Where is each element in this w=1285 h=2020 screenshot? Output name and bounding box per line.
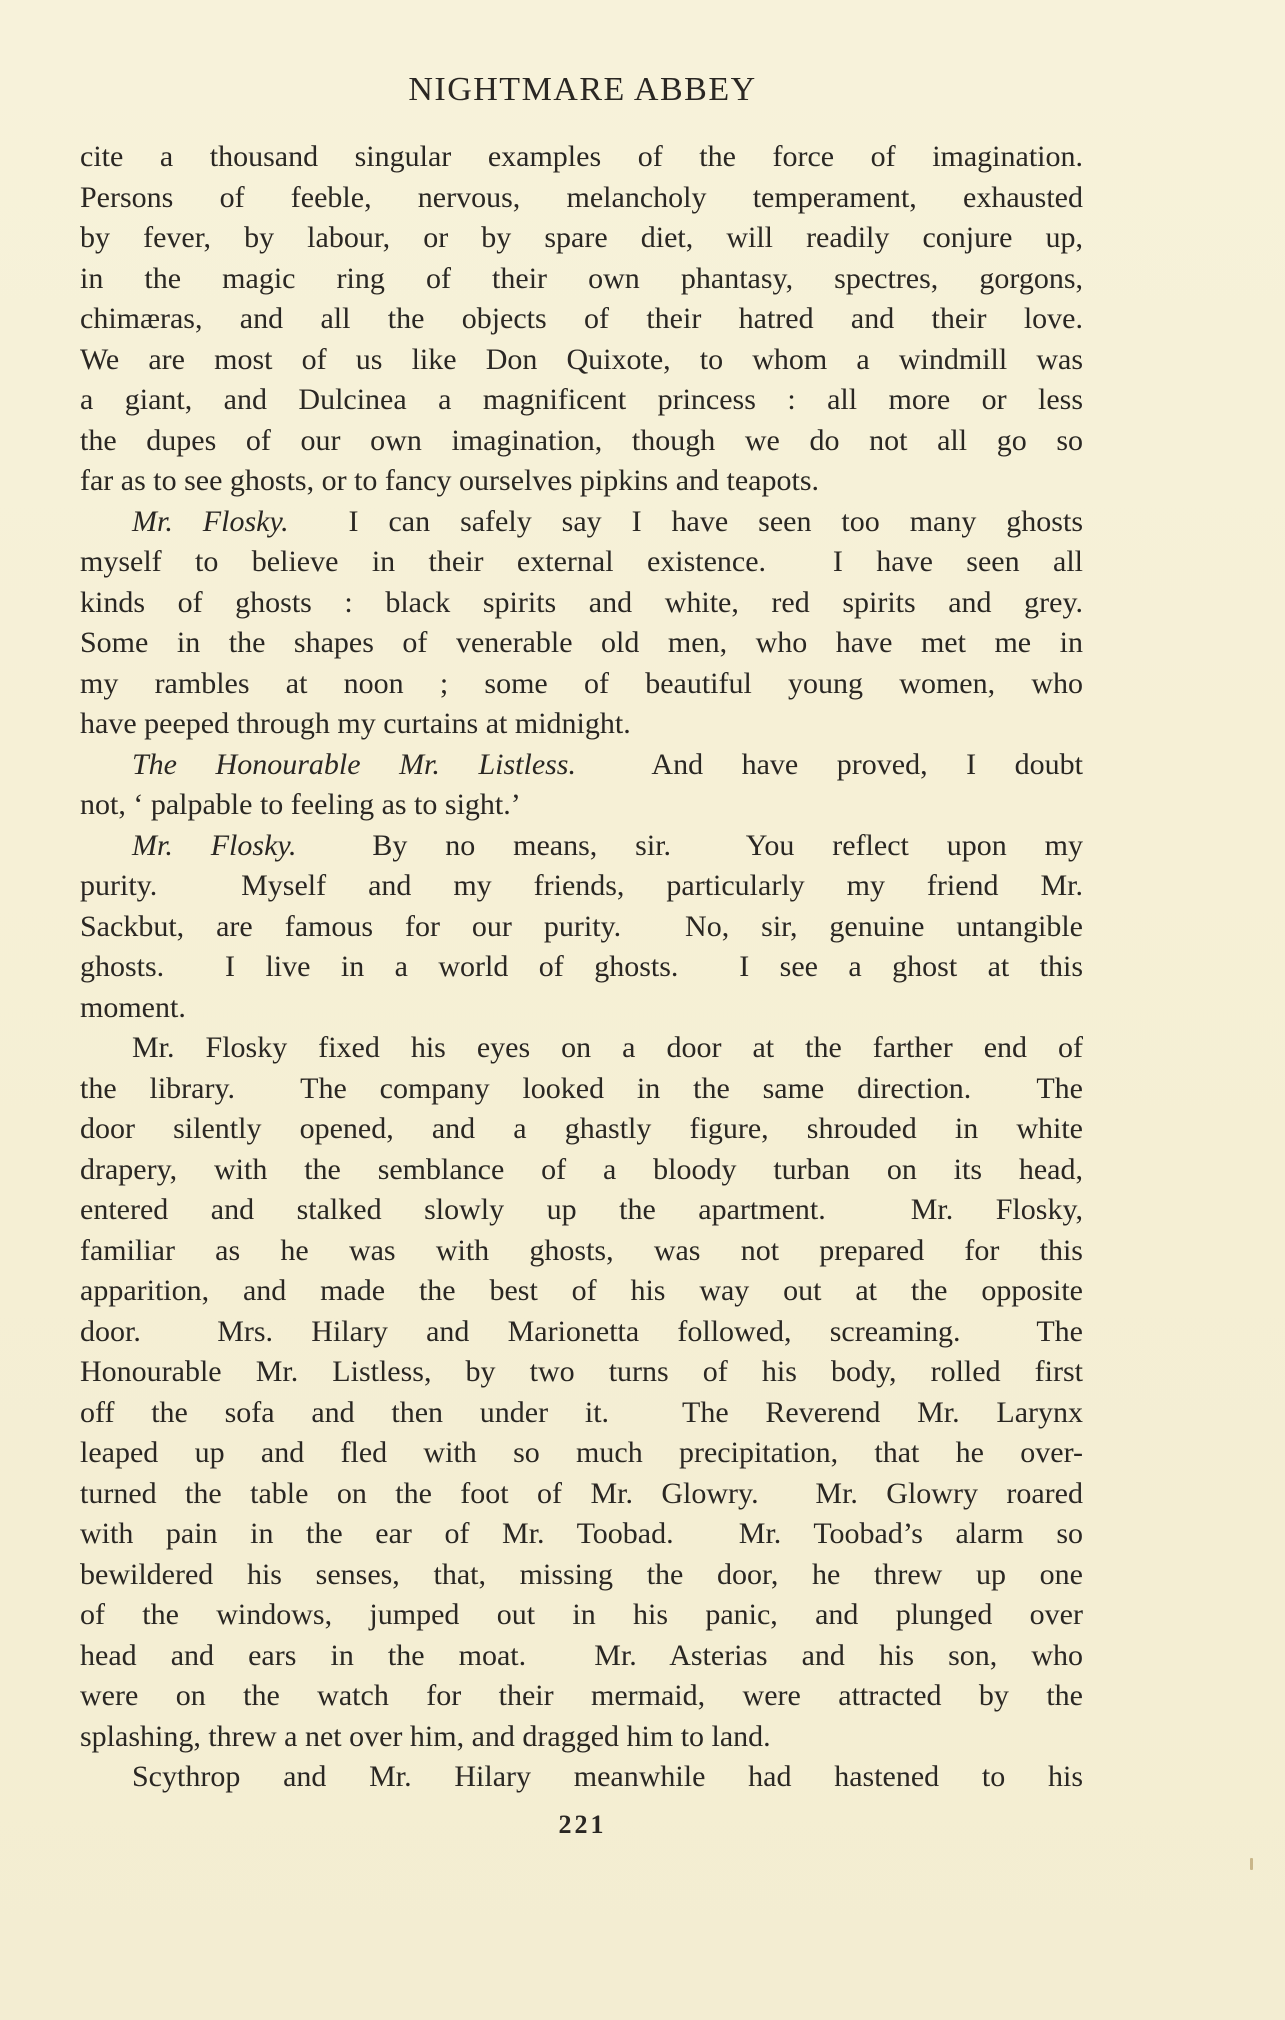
text-line [80,1636,1083,1677]
text-line [80,664,1083,705]
line-text: of the windows, jumped out in his panic, and plunged over [80,1598,1083,1631]
text-line [80,1312,1083,1353]
line-text: a giant, and Dulcinea a magnificent princess : all more or less [80,383,1083,416]
running-head: NIGHTMARE ABBEY [408,71,757,108]
line-text: splashing, threw a net over him, and dragged him to land. [80,1719,771,1753]
text-line [80,704,1083,745]
line-text: off the sofa and then under it. The Reverend Mr. Larynx [80,1395,1083,1429]
line-text: entered and stalked slowly up the apartment. Mr. Flosky, [80,1193,1083,1226]
text-line [80,1595,1083,1636]
line-text: moment. [80,990,186,1024]
body-text [80,137,1083,1798]
text-line [80,502,1083,543]
line-text: turned the table on the foot of Mr. Glowry. Mr. Glowry roared [80,1476,1083,1510]
line-text: drapery, with the semblance of a bloody turban on its head, [80,1152,1083,1186]
text-line [80,1109,1083,1150]
line-text: Honourable Mr. Listless, by two turns of his body, rolled first [80,1355,1083,1388]
text-line [80,1555,1083,1596]
line-text: with pain in the ear of Mr. Toobad. Mr. Toobad’s alarm so [80,1517,1083,1550]
line-text: by fever, by labour, or by spare diet, will readily conjure up, [80,221,1083,254]
text-line [80,340,1083,381]
line-text: chimæras, and all the objects of their hatred and their love. [80,302,1083,335]
text-line [80,259,1083,300]
text-line [80,583,1083,624]
page-edge-mark [1250,1858,1253,1870]
text-line [80,1352,1083,1393]
line-text: Some in the shapes of venerable old men, who have met me in [80,626,1083,659]
line-text: ghosts. I live in a world of ghosts. I see a ghost at this [80,950,1083,983]
speaker-name: Mr. Flosky. [132,504,289,538]
text-line [80,1433,1083,1474]
line-text: kinds of ghosts : black spirits and white, red spirits and grey. [80,585,1083,619]
text-line [80,623,1083,664]
line-text: head and ears in the moat. Mr. Asterias and his son, who [80,1638,1083,1672]
line-text: And have proved, I doubt [575,747,1083,781]
line-text: far as to see ghosts, or to fancy ourselves pipkins and teapots. [80,464,819,497]
speaker-name: The Honourable Mr. Listless. [132,747,576,781]
text-line [80,218,1083,259]
line-text: not, ‘ palpable to feeling as to sight.’ [80,788,521,821]
text-line [80,866,1083,907]
page-number: 221 [558,1810,607,1839]
line-text: purity. Myself and my friends, particularly my friend Mr. [80,869,1083,902]
text-line [80,988,1083,1029]
text-line [80,1514,1083,1555]
text-line [80,1271,1083,1312]
speaker-name: Mr. Flosky. [132,828,297,862]
line-text: were on the watch for their mermaid, were attracted by the [80,1679,1083,1712]
text-line [80,1069,1083,1110]
text-line [80,1393,1083,1434]
text-line [80,380,1083,421]
text-line [80,1028,1083,1069]
text-line [80,1757,1083,1798]
text-line [80,745,1083,786]
line-text: cite a thousand singular examples of the force of imagination. [80,140,1083,173]
text-line [80,785,1083,826]
text-line [80,421,1083,462]
text-line [80,461,1083,502]
text-line [80,299,1083,340]
line-text: door silently opened, and a ghastly figure, shrouded in white [80,1112,1083,1145]
line-text: the dupes of our own imagination, though we do not all go so [80,423,1083,457]
line-text: I can safely say I have seen too many ghosts [288,504,1083,538]
line-text: have peeped through my curtains at midnight. [80,707,631,740]
line-text: door. Mrs. Hilary and Marionetta followed, screaming. The [80,1314,1083,1348]
line-text: Mr. Flosky fixed his eyes on a door at the farther end of [132,1031,1083,1064]
line-text: myself to believe in their external existence. I have seen all [80,545,1083,578]
line-text: the library. The company looked in the same direction. The [80,1071,1083,1105]
line-text: Sackbut, are famous for our purity. No, sir, genuine untangible [80,909,1083,943]
line-text: my rambles at noon ; some of beautiful young women, who [80,666,1083,700]
text-line [80,947,1083,988]
line-text: bewildered his senses, that, missing the door, he threw up one [80,1557,1083,1591]
text-line [80,542,1083,583]
text-line [80,1474,1083,1515]
text-line [80,178,1083,219]
line-text: apparition, and made the best of his way out at the opposite [80,1274,1083,1307]
text-line [80,1717,1083,1758]
text-line [80,826,1083,867]
line-text: Persons of feeble, nervous, melancholy temperament, exhausted [80,180,1083,214]
text-line [80,1190,1083,1231]
line-text: By no means, sir. You reflect upon my [296,828,1083,862]
text-line [80,1231,1083,1272]
text-line [80,1150,1083,1191]
text-line [80,1676,1083,1717]
line-text: Scythrop and Mr. Hilary meanwhile had hastened to his [132,1760,1083,1793]
line-text: in the magic ring of their own phantasy, spectres, gorgons, [80,261,1083,295]
text-line [80,137,1083,178]
line-text: leaped up and fled with so much precipitation, that he over- [80,1436,1083,1469]
text-line [80,907,1083,948]
line-text: familiar as he was with ghosts, was not prepared for this [80,1233,1083,1267]
line-text: We are most of us like Don Quixote, to whom a windmill was [80,342,1083,376]
